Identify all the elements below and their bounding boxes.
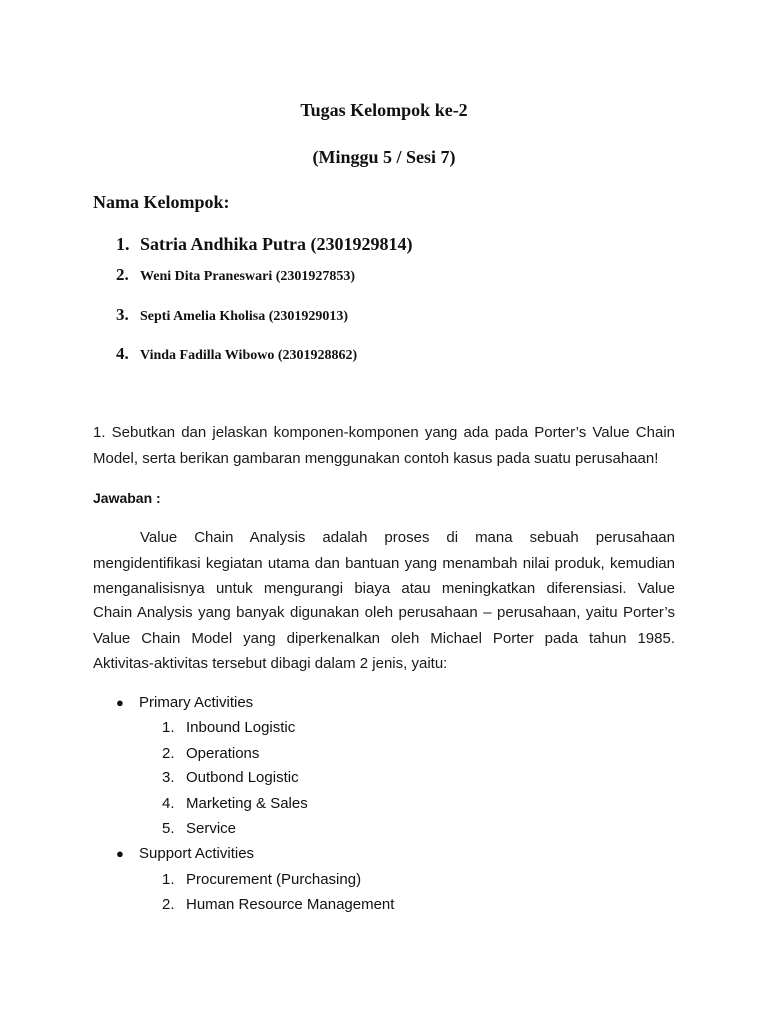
list-text: Inbound Logistic xyxy=(186,719,296,736)
answer-line: Value Chain Model yang diperkenalkan oleh Michael Porter pada tahun 1985. xyxy=(93,630,675,647)
member-item xyxy=(116,234,413,255)
member-item xyxy=(116,344,357,364)
bullet-primary-activities xyxy=(116,694,253,711)
member-name: Septi Amelia Kholisa (2301929013) xyxy=(140,309,349,324)
list-item xyxy=(162,871,361,888)
bullet-icon: ● xyxy=(116,695,124,710)
member-name: Satria Andhika Putra (2301929814) xyxy=(140,234,413,254)
answer-label: Jawaban : xyxy=(93,490,161,506)
document-title: Tugas Kelompok ke-2 xyxy=(300,100,468,120)
list-number: 3. xyxy=(162,769,175,786)
question-line-2: Model, serta berikan gambaran menggunakan contoh kasus pada suatu perusahaan! xyxy=(93,450,659,467)
list-number: 2. xyxy=(162,745,175,762)
list-text: Procurement (Purchasing) xyxy=(186,871,362,888)
member-number: 2. xyxy=(116,265,129,284)
bullet-icon: ● xyxy=(116,846,124,861)
member-name: Weni Dita Praneswari (2301927853) xyxy=(140,269,356,284)
list-number: 1. xyxy=(162,871,175,888)
member-item xyxy=(116,265,355,285)
answer-line: mengidentifikasi kegiatan utama dan bantuan yang menambah nilai produk, kemudian xyxy=(93,555,675,572)
group-label: Nama Kelompok: xyxy=(93,192,230,212)
list-item xyxy=(162,896,394,913)
list-text: Outbond Logistic xyxy=(186,769,299,786)
question-line-1: 1. Sebutkan dan jelaskan komponen-komponen yang ada pada Porter’s Value Chain xyxy=(93,424,675,441)
list-text: Marketing & Sales xyxy=(186,795,308,812)
list-item xyxy=(162,769,299,786)
member-number: 4. xyxy=(116,344,129,363)
list-number: 2. xyxy=(162,896,175,913)
list-number: 4. xyxy=(162,795,175,812)
bullet-label: Primary Activities xyxy=(139,694,254,711)
answer-line: Chain Analysis yang banyak digunakan oleh perusahaan – perusahaan, yaitu Porter’s xyxy=(93,604,675,621)
list-item xyxy=(162,745,259,762)
list-number: 5. xyxy=(162,820,175,837)
answer-line: Value Chain Analysis adalah proses di mana sebuah perusahaan xyxy=(140,529,675,546)
bullet-support-activities xyxy=(116,845,254,862)
member-number: 3. xyxy=(116,305,129,324)
list-item xyxy=(162,820,236,837)
answer-line: menganalisisnya untuk mengurangi biaya atau meningkatkan diferensiasi. Value xyxy=(93,580,675,597)
list-number: 1. xyxy=(162,719,175,736)
member-item xyxy=(116,305,348,325)
member-name: Vinda Fadilla Wibowo (2301928862) xyxy=(140,348,358,363)
document-subtitle: (Minggu 5 / Sesi 7) xyxy=(312,147,456,167)
list-text: Operations xyxy=(186,745,260,762)
list-item xyxy=(162,795,308,812)
member-number: 1. xyxy=(116,234,130,254)
list-item xyxy=(162,719,295,736)
answer-line: Aktivitas-aktivitas tersebut dibagi dalam 2 jenis, yaitu: xyxy=(93,655,448,672)
bullet-label: Support Activities xyxy=(139,845,255,862)
list-text: Human Resource Management xyxy=(186,896,395,913)
list-text: Service xyxy=(186,820,237,837)
